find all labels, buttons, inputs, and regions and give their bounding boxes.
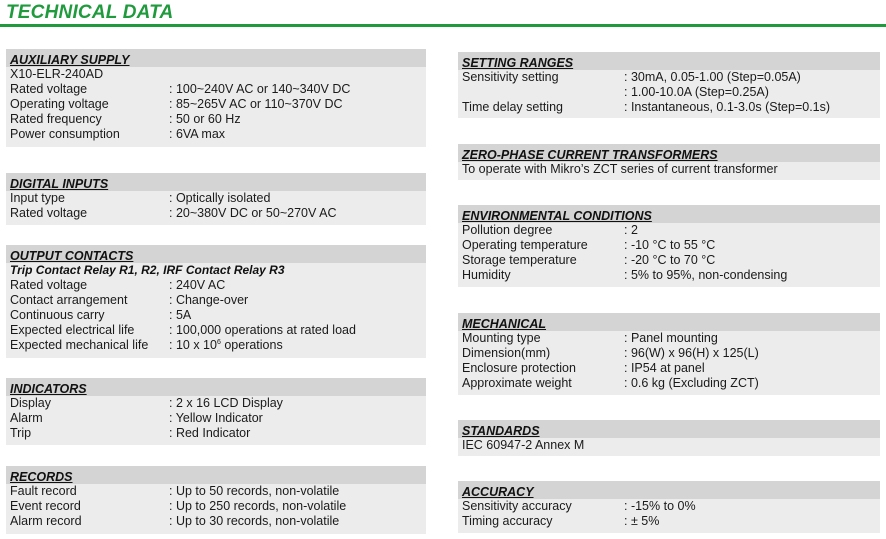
section-subtitle: Trip Contact Relay R1, R2, IRF Contact Relay R3 (10, 263, 285, 277)
spec-value: : -15% to 0% (624, 499, 696, 513)
spec-value: : Optically isolated (169, 191, 271, 205)
spec-label: Alarm (10, 411, 43, 425)
spec-label: Sensitivity setting (462, 70, 559, 84)
spec-label: Rated frequency (10, 112, 102, 126)
spec-label: X10-ELR-240AD (10, 67, 104, 81)
spec-row (10, 67, 426, 82)
spec-row (462, 70, 880, 85)
page-title: TECHNICAL DATA (6, 2, 174, 23)
value-exponent: 6 (216, 338, 221, 346)
spec-row (10, 426, 426, 441)
spec-value: : 96(W) x 96(H) x 125(L) (624, 346, 759, 360)
spec-value (169, 338, 283, 353)
spec-row (462, 223, 880, 238)
spec-label: Timing accuracy (462, 514, 553, 528)
header-rule (0, 24, 886, 27)
spec-row (462, 253, 880, 268)
spec-row (10, 112, 426, 127)
spec-value: : 100~240V AC or 140~340V DC (169, 82, 351, 96)
spec-row (10, 411, 426, 426)
spec-value: : 5% to 95%, non-condensing (624, 268, 788, 282)
spec-row (10, 82, 426, 97)
zero-phase-ct-section (458, 144, 880, 180)
spec-row (10, 308, 426, 323)
section-text (462, 438, 880, 453)
spec-label: Display (10, 396, 51, 410)
spec-label: Power consumption (10, 127, 120, 141)
spec-row (10, 127, 426, 142)
spec-value: : 6VA max (169, 127, 226, 141)
spec-row (10, 278, 426, 293)
spec-label: Pollution degree (462, 223, 553, 237)
spec-row (10, 97, 426, 112)
spec-row (462, 268, 880, 283)
indicators-section (6, 378, 426, 445)
spec-label: Operating temperature (462, 238, 588, 252)
spec-value: : Panel mounting (624, 331, 718, 345)
spec-value: : 2 (624, 223, 638, 237)
section-title: AUXILIARY SUPPLY (10, 53, 130, 67)
spec-value: : IP54 at panel (624, 361, 705, 375)
spec-label: Approximate weight (462, 376, 572, 390)
section-text (462, 162, 880, 177)
spec-row (10, 293, 426, 308)
spec-value: : 2 x 16 LCD Display (169, 396, 283, 410)
spec-row (10, 499, 426, 514)
spec-label: Rated voltage (10, 278, 88, 292)
section-title: RECORDS (10, 470, 73, 484)
standard-text: IEC 60947-2 Annex M (462, 438, 585, 452)
spec-value: : 85~265V AC or 110~370V DC (169, 97, 343, 111)
setting-ranges-section (458, 52, 880, 118)
spec-value: : 20~380V DC or 50~270V AC (169, 206, 337, 220)
spec-value: : Change-over (169, 293, 249, 307)
spec-value: : -20 °C to 70 °C (624, 253, 716, 267)
spec-value: : ± 5% (624, 514, 660, 528)
value-text: operations (220, 338, 283, 352)
spec-row (10, 396, 426, 411)
spec-value: : 30mA, 0.05-1.00 (Step=0.05A) (624, 70, 801, 84)
spec-label: Enclosure protection (462, 361, 576, 375)
section-title: MECHANICAL (462, 317, 547, 331)
spec-value: : 5A (169, 308, 192, 322)
spec-label: Sensitivity accuracy (462, 499, 572, 513)
section-title: SETTING RANGES (462, 56, 574, 70)
spec-value: : 0.6 kg (Excluding ZCT) (624, 376, 759, 390)
spec-row (10, 191, 426, 206)
page-header (0, 0, 886, 27)
section-title: ACCURACY (462, 485, 534, 499)
accuracy-section (458, 481, 880, 533)
spec-row (462, 331, 880, 346)
section-title: INDICATORS (10, 382, 87, 396)
spec-value: : Instantaneous, 0.1-3.0s (Step=0.1s) (624, 100, 831, 114)
mechanical-section (458, 313, 880, 395)
spec-value: : Up to 250 records, non-volatile (169, 499, 347, 513)
spec-label: Time delay setting (462, 100, 563, 114)
spec-label: Continuous carry (10, 308, 105, 322)
spec-label: Dimension(mm) (462, 346, 551, 360)
spec-value: : Yellow Indicator (169, 411, 263, 425)
spec-value: : Up to 30 records, non-volatile (169, 514, 340, 528)
spec-label: Fault record (10, 484, 77, 498)
spec-label: Operating voltage (10, 97, 109, 111)
spec-label: Contact arrangement (10, 293, 128, 307)
spec-row (10, 338, 426, 353)
standards-section (458, 420, 880, 456)
digital-inputs-section (6, 173, 426, 225)
spec-value: : Red Indicator (169, 426, 251, 440)
environmental-conditions-section (458, 205, 880, 287)
spec-row (462, 238, 880, 253)
spec-label: Rated voltage (10, 206, 88, 220)
section-title: STANDARDS (462, 424, 540, 438)
spec-label: Trip (10, 426, 32, 440)
spec-label: Expected mechanical life (10, 338, 149, 352)
spec-value: : Up to 50 records, non-volatile (169, 484, 340, 498)
spec-label: Event record (10, 499, 81, 513)
spec-row (10, 514, 426, 529)
spec-label: Storage temperature (462, 253, 577, 267)
auxiliary-supply-section (6, 49, 426, 147)
section-title: ZERO-PHASE CURRENT TRANSFORMERS (462, 148, 718, 162)
spec-row (10, 484, 426, 499)
section-title: ENVIRONMENTAL CONDITIONS (462, 209, 652, 223)
output-contacts-section (6, 245, 426, 358)
spec-row (10, 206, 426, 221)
description-text: To operate with Mikro’s ZCT series of current transformer (462, 162, 778, 176)
spec-row (10, 323, 426, 338)
spec-row (462, 376, 880, 391)
spec-value: : 240V AC (169, 278, 226, 292)
spec-row (462, 499, 880, 514)
spec-value: : 50 or 60 Hz (169, 112, 241, 126)
spec-value: : 100,000 operations at rated load (169, 323, 356, 337)
spec-label: Alarm record (10, 514, 82, 528)
section-title: DIGITAL INPUTS (10, 177, 109, 191)
spec-value: : 1.00-10.0A (Step=0.25A) (624, 85, 769, 99)
records-section (6, 466, 426, 534)
spec-label: Humidity (462, 268, 511, 282)
spec-label: Rated voltage (10, 82, 88, 96)
spec-label: Expected electrical life (10, 323, 135, 337)
spec-row (462, 361, 880, 376)
spec-value: : -10 °C to 55 °C (624, 238, 716, 252)
spec-row (462, 100, 880, 115)
spec-row (462, 85, 880, 100)
spec-label: Input type (10, 191, 65, 205)
section-title: OUTPUT CONTACTS (10, 249, 134, 263)
spec-row (462, 346, 880, 361)
spec-label: Mounting type (462, 331, 541, 345)
spec-row (462, 514, 880, 529)
value-text: : 10 x 10 (169, 338, 217, 352)
